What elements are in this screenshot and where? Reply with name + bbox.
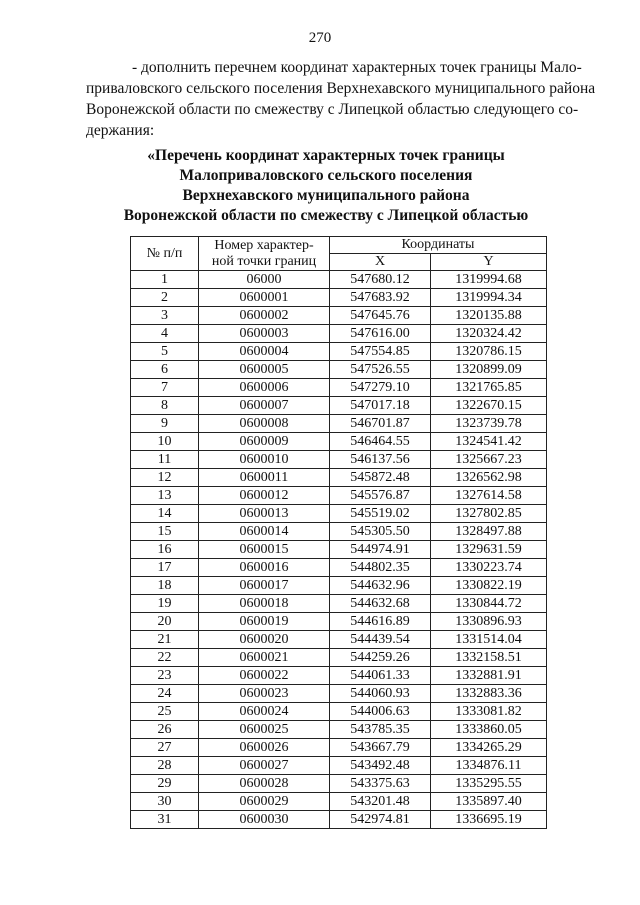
cell-y: 1330822.19 [431,577,547,595]
cell-point-number: 0600007 [199,397,330,415]
table-row [131,523,547,541]
list-heading [86,146,566,226]
cell-x: 544439.54 [330,631,431,649]
table-row [131,757,547,775]
cell-number: 27 [131,739,199,757]
cell-number: 16 [131,541,199,559]
table-row [131,775,547,793]
cell-number: 5 [131,343,199,361]
cell-y: 1322670.15 [431,397,547,415]
table-row [131,685,547,703]
table-header [131,237,547,271]
table-row [131,541,547,559]
cell-point-number: 0600018 [199,595,330,613]
intro-line: Воронежской области по смежеству с Липецкой областью следующего со- [86,101,579,118]
cell-x: 547616.00 [330,325,431,343]
cell-y: 1330896.93 [431,613,547,631]
cell-point-number: 0600030 [199,811,330,829]
cell-point-number: 0600020 [199,631,330,649]
cell-x: 545576.87 [330,487,431,505]
table-row [131,415,547,433]
table-row [131,433,547,451]
cell-y: 1328497.88 [431,523,547,541]
cell-number: 22 [131,649,199,667]
cell-point-number: 06000 [199,271,330,289]
cell-y: 1330223.74 [431,559,547,577]
cell-point-number: 0600017 [199,577,330,595]
cell-x: 547683.92 [330,289,431,307]
cell-point-number: 0600010 [199,451,330,469]
cell-number: 19 [131,595,199,613]
cell-x: 544061.33 [330,667,431,685]
cell-x: 546701.87 [330,415,431,433]
cell-point-number: 0600012 [199,487,330,505]
cell-point-number: 0600005 [199,361,330,379]
cell-number: 28 [131,757,199,775]
cell-point-number: 0600001 [199,289,330,307]
cell-number: 4 [131,325,199,343]
cell-x: 546464.55 [330,433,431,451]
table-row [131,487,547,505]
cell-y: 1335897.40 [431,793,547,811]
cell-x: 547680.12 [330,271,431,289]
cell-number: 23 [131,667,199,685]
cell-x: 545872.48 [330,469,431,487]
cell-x: 547554.85 [330,343,431,361]
cell-y: 1332881.91 [431,667,547,685]
cell-point-number: 0600003 [199,325,330,343]
cell-x: 544632.96 [330,577,431,595]
cell-y: 1319994.68 [431,271,547,289]
table-row [131,505,547,523]
cell-x: 544974.91 [330,541,431,559]
cell-y: 1330844.72 [431,595,547,613]
table-row [131,451,547,469]
table-row [131,631,547,649]
table-row [131,289,547,307]
cell-x: 547645.76 [330,307,431,325]
cell-x: 543667.79 [330,739,431,757]
cell-number: 13 [131,487,199,505]
intro-line: приваловского сельского поселения Верхнехавского муниципального района [86,80,596,97]
coordinates-table [130,236,547,829]
cell-y: 1320899.09 [431,361,547,379]
cell-x: 546137.56 [330,451,431,469]
cell-y: 1327614.58 [431,487,547,505]
cell-point-number: 0600021 [199,649,330,667]
heading-line: Малоприваловского сельского поселения [179,167,473,184]
header-x: X [330,254,431,271]
cell-y: 1326562.98 [431,469,547,487]
cell-point-number: 0600025 [199,721,330,739]
cell-y: 1324541.42 [431,433,547,451]
intro-line: держания: [86,122,155,139]
cell-number: 15 [131,523,199,541]
cell-y: 1334265.29 [431,739,547,757]
intro-paragraph [86,57,596,141]
table-row [131,613,547,631]
cell-number: 21 [131,631,199,649]
cell-y: 1332158.51 [431,649,547,667]
page-number: 270 [308,30,332,46]
cell-number: 6 [131,361,199,379]
cell-point-number: 0600019 [199,613,330,631]
cell-point-number: 0600006 [199,379,330,397]
cell-number: 20 [131,613,199,631]
cell-point-number: 0600009 [199,433,330,451]
cell-y: 1325667.23 [431,451,547,469]
table-row [131,361,547,379]
cell-x: 543492.48 [330,757,431,775]
cell-y: 1321765.85 [431,379,547,397]
heading-line: «Перечень координат характерных точек границы [147,147,505,164]
cell-y: 1323739.78 [431,415,547,433]
cell-x: 544802.35 [330,559,431,577]
cell-point-number: 0600024 [199,703,330,721]
cell-point-number: 0600016 [199,559,330,577]
cell-x: 544060.93 [330,685,431,703]
cell-x: 545519.02 [330,505,431,523]
table-row [131,739,547,757]
cell-point-number: 0600013 [199,505,330,523]
intro-line: - дополнить перечнем координат характерных точек границы Мало- [132,59,582,76]
cell-point-number: 0600023 [199,685,330,703]
cell-point-number: 0600015 [199,541,330,559]
cell-point-number: 0600008 [199,415,330,433]
cell-number: 12 [131,469,199,487]
cell-number: 7 [131,379,199,397]
cell-point-number: 0600029 [199,793,330,811]
cell-number: 25 [131,703,199,721]
header-coordinates: Координаты [330,237,547,254]
cell-x: 543375.63 [330,775,431,793]
cell-x: 544259.26 [330,649,431,667]
cell-y: 1327802.85 [431,505,547,523]
cell-x: 542974.81 [330,811,431,829]
cell-number: 9 [131,415,199,433]
cell-y: 1333860.05 [431,721,547,739]
cell-number: 11 [131,451,199,469]
table-row [131,721,547,739]
cell-number: 17 [131,559,199,577]
table-row [131,667,547,685]
cell-number: 3 [131,307,199,325]
cell-y: 1320135.88 [431,307,547,325]
cell-point-number: 0600027 [199,757,330,775]
cell-number: 26 [131,721,199,739]
table-row [131,271,547,289]
table-row [131,793,547,811]
cell-y: 1335295.55 [431,775,547,793]
header-y: Y [431,254,547,271]
table-row [131,397,547,415]
heading-line: Верхнехавского муниципального района [182,187,470,204]
table-row [131,469,547,487]
cell-y: 1334876.11 [431,757,547,775]
table-row [131,811,547,829]
cell-y: 1336695.19 [431,811,547,829]
header-point-number [199,237,330,271]
cell-number: 10 [131,433,199,451]
cell-y: 1329631.59 [431,541,547,559]
heading-line: Воронежской области по смежеству с Липецкой областью [123,207,529,224]
cell-point-number: 0600014 [199,523,330,541]
cell-y: 1333081.82 [431,703,547,721]
cell-x: 544006.63 [330,703,431,721]
cell-y: 1331514.04 [431,631,547,649]
header-point-line: ной точки границ [211,253,317,269]
cell-number: 18 [131,577,199,595]
cell-number: 29 [131,775,199,793]
cell-x: 547279.10 [330,379,431,397]
cell-point-number: 0600011 [199,469,330,487]
cell-y: 1332883.36 [431,685,547,703]
cell-x: 544616.89 [330,613,431,631]
cell-y: 1320786.15 [431,343,547,361]
cell-y: 1319994.34 [431,289,547,307]
cell-x: 544632.68 [330,595,431,613]
cell-number: 24 [131,685,199,703]
cell-point-number: 0600002 [199,307,330,325]
header-number: № п/п [131,237,199,271]
cell-y: 1320324.42 [431,325,547,343]
table-row [131,325,547,343]
cell-number: 14 [131,505,199,523]
cell-point-number: 0600022 [199,667,330,685]
table-row [131,595,547,613]
table-row [131,559,547,577]
table-row [131,703,547,721]
cell-x: 543785.35 [330,721,431,739]
cell-number: 8 [131,397,199,415]
cell-point-number: 0600026 [199,739,330,757]
table-row [131,307,547,325]
table-row [131,343,547,361]
cell-point-number: 0600028 [199,775,330,793]
table-body [131,271,547,829]
cell-point-number: 0600004 [199,343,330,361]
table-row [131,649,547,667]
cell-number: 2 [131,289,199,307]
cell-number: 30 [131,793,199,811]
cell-x: 543201.48 [330,793,431,811]
cell-number: 1 [131,271,199,289]
header-point-line: Номер характер- [214,237,314,253]
table-row [131,577,547,595]
cell-x: 547017.18 [330,397,431,415]
cell-number: 31 [131,811,199,829]
cell-x: 545305.50 [330,523,431,541]
table-row [131,379,547,397]
cell-x: 547526.55 [330,361,431,379]
